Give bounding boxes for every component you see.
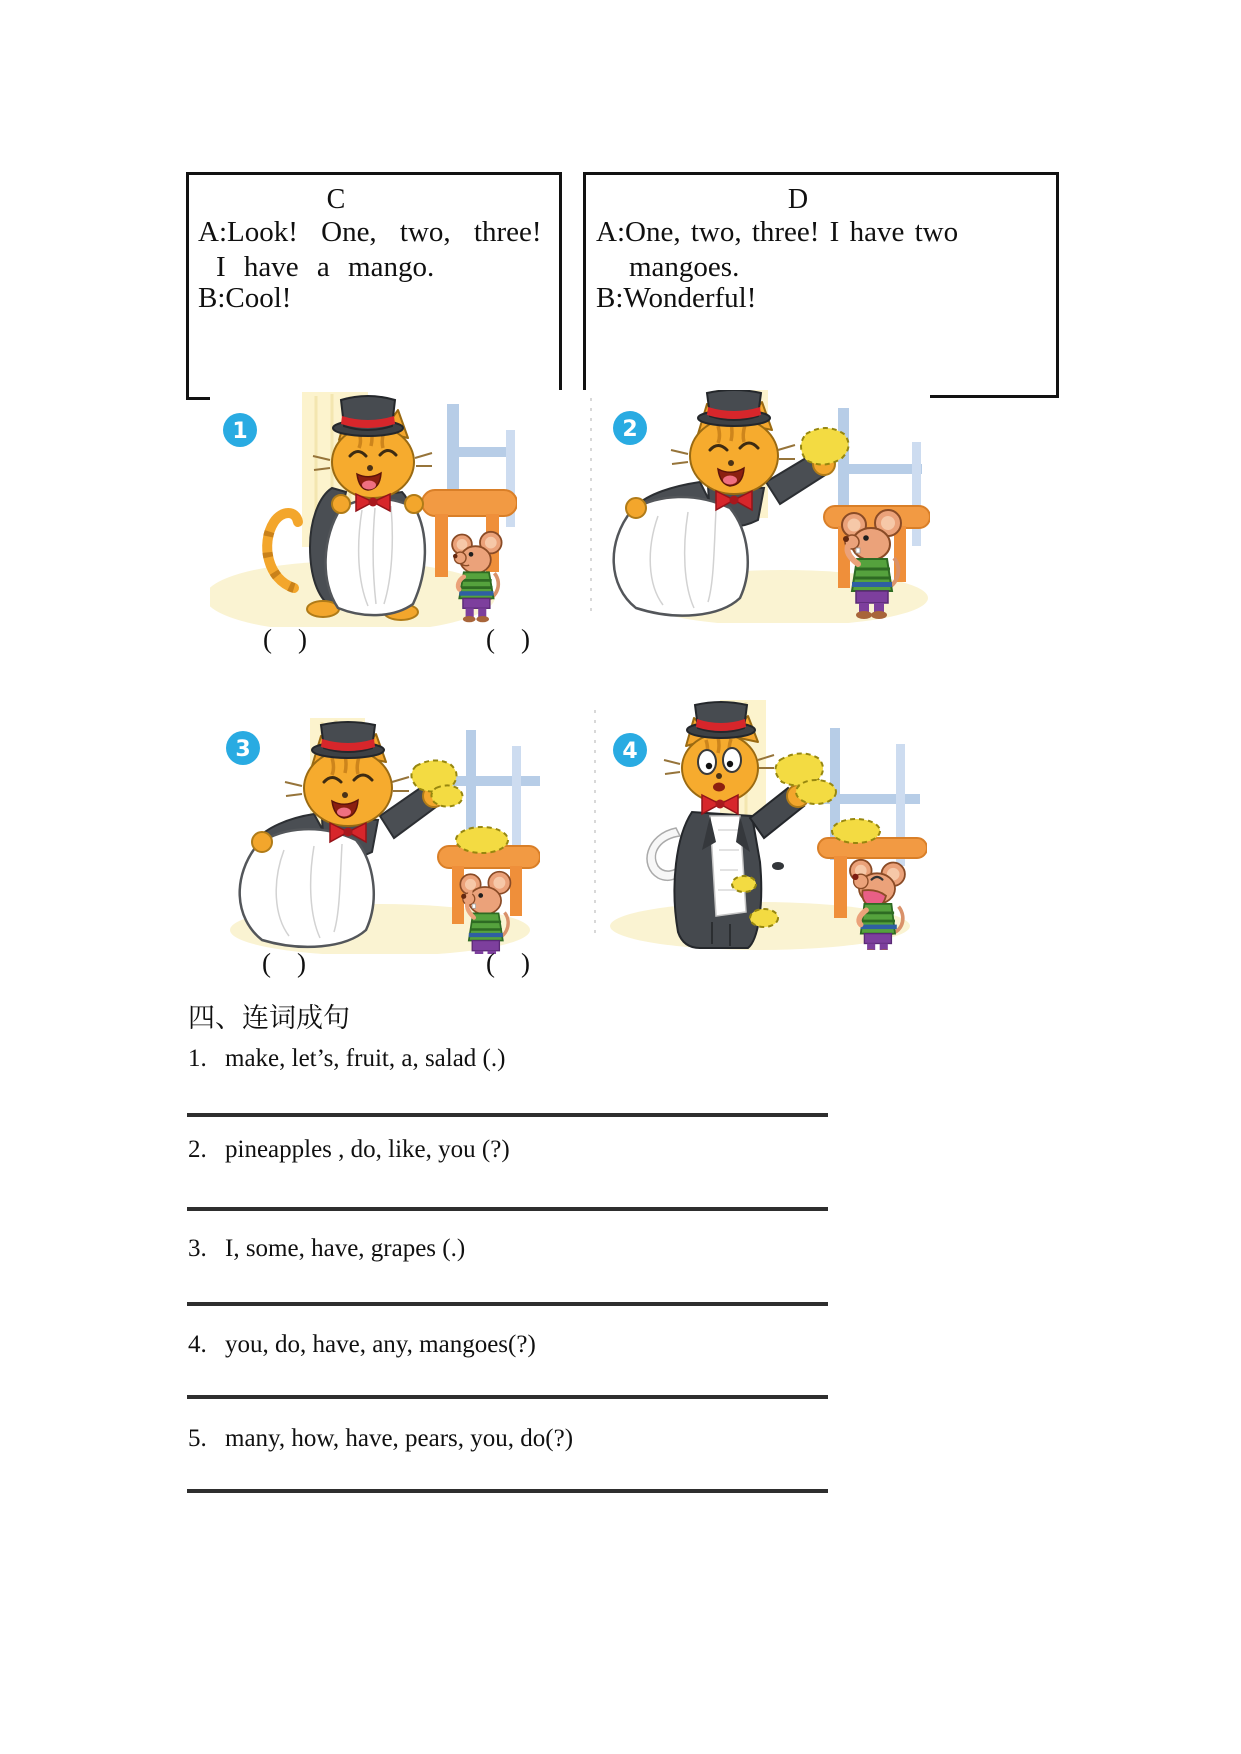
dialog-label: C	[326, 184, 346, 215]
item-number: 3.	[188, 1235, 207, 1262]
item-number: 1.	[188, 1045, 207, 1072]
dialog-line: A:Look! One, two, three!	[198, 216, 542, 248]
box-border-bottom-segment	[917, 395, 1059, 398]
exercise-item-1	[188, 1045, 505, 1073]
answer-line-2	[187, 1207, 828, 1211]
box-border-top	[186, 172, 562, 175]
item-text: you, do, have, any, mangoes(?)	[225, 1331, 536, 1358]
picture-1	[210, 392, 517, 627]
item-text: many, how, have, pears, you, do(?)	[225, 1425, 574, 1452]
item-text: pineapples , do, like, you (?)	[225, 1136, 510, 1163]
svg-text:1: 1	[232, 419, 248, 444]
cheese-on-table	[832, 819, 880, 843]
dialog-line: A:One, two, three! I have two	[596, 216, 959, 248]
item-text: I, some, have, grapes (.)	[225, 1235, 466, 1262]
number-badge	[223, 413, 257, 447]
picture-2	[588, 390, 930, 623]
answer-slot-4: ( )	[486, 948, 530, 978]
picture-4	[592, 700, 927, 950]
cat-and-mouse-scene-4-icon	[592, 700, 927, 950]
box-border-top	[583, 172, 1059, 175]
box-border-bottom-stub	[186, 397, 213, 400]
exercise-item-5	[188, 1425, 573, 1453]
answer-line-1	[187, 1113, 828, 1117]
box-border-right	[559, 172, 562, 390]
number-badge	[613, 733, 647, 767]
dialog-line: I have a mango.	[216, 251, 435, 283]
item-number: 4.	[188, 1331, 207, 1358]
dialog-line: mangoes.	[629, 251, 740, 283]
item-number: 5.	[188, 1425, 207, 1452]
item-number: 2.	[188, 1136, 207, 1163]
svg-text:2: 2	[622, 417, 638, 442]
exercise-item-2	[188, 1136, 510, 1164]
number-badge	[613, 411, 647, 445]
exercise-item-4	[188, 1331, 536, 1359]
cheese-on-table	[456, 827, 508, 853]
answer-line-5	[187, 1489, 828, 1493]
answer-slot-2: ( )	[486, 624, 530, 654]
answer-line-4	[187, 1395, 828, 1399]
item-text: make, let’s, fruit, a, salad (.)	[225, 1045, 506, 1072]
box-border-right	[1056, 172, 1059, 398]
cat-and-mouse-scene-3-icon	[210, 718, 540, 954]
answer-line-3	[187, 1302, 828, 1306]
svg-text:3: 3	[235, 737, 251, 762]
answer-slot-3: ( )	[262, 948, 306, 978]
dialog-box-c	[186, 172, 562, 404]
section-heading: 四、连词成句	[188, 1003, 350, 1033]
answer-slot-1: ( )	[263, 624, 307, 654]
picture-3	[210, 718, 540, 954]
dialog-box-d	[583, 172, 1059, 404]
number-badge	[226, 731, 260, 765]
cat-and-mouse-scene-1-icon	[210, 392, 517, 627]
svg-text:4: 4	[622, 739, 638, 764]
dialog-line: B:Wonderful!	[596, 282, 757, 314]
cat-and-mouse-scene-2-icon	[588, 390, 930, 623]
dialog-label: D	[787, 184, 809, 215]
dialog-line: B:Cool!	[198, 282, 292, 314]
exercise-item-3	[188, 1235, 465, 1263]
